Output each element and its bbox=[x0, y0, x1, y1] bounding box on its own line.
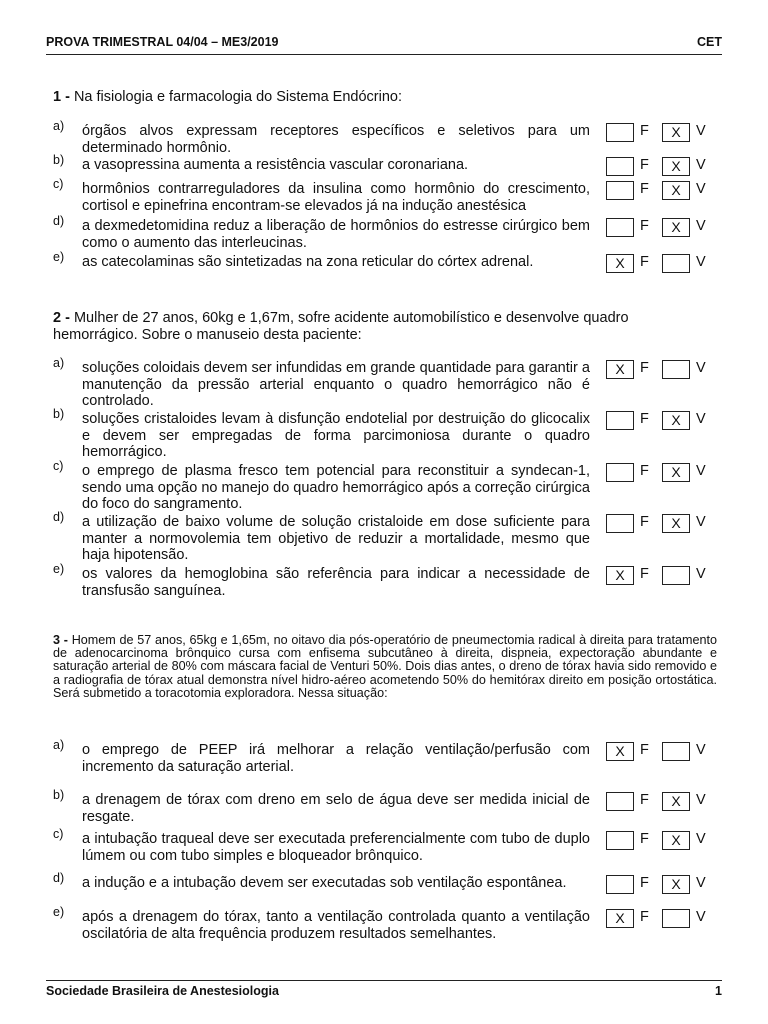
true-answer-box[interactable]: X bbox=[662, 463, 690, 482]
true-label: V bbox=[696, 792, 706, 808]
question-1-item-d bbox=[53, 214, 717, 251]
item-letter: a) bbox=[53, 119, 65, 133]
true-label: V bbox=[696, 218, 706, 234]
false-label: F bbox=[640, 157, 649, 173]
false-label: F bbox=[640, 514, 649, 530]
false-answer-box[interactable]: X bbox=[606, 909, 634, 928]
item-text: a utilização de baixo volume de solução cristaloide em dose suficiente para manter a normovolemia tem objetivo de reduzir a mortalidade, mesmo que haja hipotensão. bbox=[82, 514, 590, 563]
false-label: F bbox=[640, 218, 649, 234]
true-answer-box[interactable]: X bbox=[662, 411, 690, 430]
question-1-item-c bbox=[53, 177, 717, 214]
exam-title: PROVA TRIMESTRAL 04/04 – ME3/2019 bbox=[46, 35, 279, 49]
question-2-item-b bbox=[53, 407, 717, 460]
true-answer-box[interactable] bbox=[662, 254, 690, 273]
question-3-item-c bbox=[53, 827, 717, 864]
false-answer-box[interactable]: X bbox=[606, 360, 634, 379]
question-2-item-d bbox=[53, 510, 717, 563]
false-answer-box[interactable] bbox=[606, 875, 634, 894]
false-answer-box[interactable] bbox=[606, 463, 634, 482]
false-label: F bbox=[640, 566, 649, 582]
true-answer-box[interactable]: X bbox=[662, 875, 690, 894]
header-code: CET bbox=[697, 35, 722, 49]
question-text: Mulher de 27 anos, 60kg e 1,67m, sofre acidente automobilístico e desenvolve quadro hemorrágico. Sobre o manuseio desta paciente: bbox=[53, 310, 629, 343]
question-3-item-d bbox=[53, 871, 717, 895]
false-answer-box[interactable] bbox=[606, 831, 634, 850]
organization-name: Sociedade Brasileira de Anestesiologia bbox=[46, 984, 279, 998]
item-letter: c) bbox=[53, 177, 64, 191]
item-text: a indução e a intubação devem ser executadas sob ventilação espontânea. bbox=[82, 875, 567, 891]
item-text: as catecolaminas são sintetizadas na zona reticular do córtex adrenal. bbox=[82, 254, 534, 270]
true-label: V bbox=[696, 181, 706, 197]
item-letter: d) bbox=[53, 510, 65, 524]
true-answer-box[interactable]: X bbox=[662, 792, 690, 811]
question-3-item-e bbox=[53, 905, 717, 942]
false-answer-box[interactable] bbox=[606, 157, 634, 176]
item-letter: d) bbox=[53, 871, 65, 885]
item-text: a dexmedetomidina reduz a liberação de hormônios do estresse cirúrgico bem como o aumento das interleucinas. bbox=[82, 218, 590, 251]
false-label: F bbox=[640, 463, 649, 479]
item-letter: c) bbox=[53, 827, 64, 841]
true-answer-box[interactable]: X bbox=[662, 181, 690, 200]
true-answer-box[interactable] bbox=[662, 360, 690, 379]
item-text: o emprego de plasma fresco tem potencial para reconstituir a syndecan-1, sendo uma opção no manejo do quadro hemorrágico após a correção cirúrgica do foco do sangramento. bbox=[82, 463, 590, 512]
question-1-item-e bbox=[53, 250, 717, 274]
question-2-stem bbox=[53, 310, 698, 343]
question-text: Na fisiologia e farmacologia do Sistema Endócrino: bbox=[73, 89, 402, 105]
false-answer-box[interactable]: X bbox=[606, 742, 634, 761]
item-letter: a) bbox=[53, 356, 65, 370]
false-answer-box[interactable] bbox=[606, 218, 634, 237]
question-text: Homem de 57 anos, 65kg e 1,65m, no oitavo dia pós-operatório de pneumectomia radical à direita para tratamento de adenocarcinoma brônquico cursa com enfisema subcutâneo à direita, dispneia, expectoração abundante e saturação arterial de 80% com máscara facial de Venturi 50%. Dois dias antes, o dreno de tórax havia sido removido e a radiografia de tórax atual demonstra nível hidro-aéreo acometendo 50% do hemitórax direito em posição ortostática. Será submetido a toracotomia exploradora. Nessa situação: bbox=[53, 633, 717, 700]
question-2-item-e bbox=[53, 562, 717, 599]
true-answer-box[interactable]: X bbox=[662, 123, 690, 142]
question-1-item-b bbox=[53, 153, 717, 177]
question-1-item-a bbox=[53, 119, 717, 156]
false-label: F bbox=[640, 360, 649, 376]
false-label: F bbox=[640, 831, 649, 847]
false-label: F bbox=[640, 181, 649, 197]
item-letter: b) bbox=[53, 407, 65, 421]
false-answer-box[interactable] bbox=[606, 123, 634, 142]
question-2-item-c bbox=[53, 459, 717, 512]
true-label: V bbox=[696, 360, 706, 376]
false-answer-box[interactable]: X bbox=[606, 566, 634, 585]
true-label: V bbox=[696, 463, 706, 479]
item-letter: e) bbox=[53, 250, 65, 264]
false-label: F bbox=[640, 411, 649, 427]
true-label: V bbox=[696, 514, 706, 530]
false-answer-box[interactable] bbox=[606, 514, 634, 533]
false-answer-box[interactable] bbox=[606, 411, 634, 430]
true-answer-box[interactable] bbox=[662, 566, 690, 585]
false-label: F bbox=[640, 123, 649, 139]
true-label: V bbox=[696, 566, 706, 582]
false-label: F bbox=[640, 909, 649, 925]
item-text: hormônios contrarreguladores da insulina como hormônio do crescimento, cortisol e epinefrina encontram-se elevados já na indução anestésica bbox=[82, 181, 590, 214]
item-letter: b) bbox=[53, 153, 65, 167]
question-3-item-a bbox=[53, 738, 717, 775]
item-letter: a) bbox=[53, 738, 65, 752]
question-number: 2 - bbox=[53, 310, 70, 326]
true-answer-box[interactable]: X bbox=[662, 218, 690, 237]
true-label: V bbox=[696, 254, 706, 270]
true-answer-box[interactable] bbox=[662, 909, 690, 928]
question-3-item-b bbox=[53, 788, 717, 825]
item-letter: e) bbox=[53, 905, 65, 919]
false-label: F bbox=[640, 792, 649, 808]
item-text: a vasopressina aumenta a resistência vascular coronariana. bbox=[82, 157, 469, 173]
true-answer-box[interactable]: X bbox=[662, 514, 690, 533]
false-label: F bbox=[640, 742, 649, 758]
false-label: F bbox=[640, 875, 649, 891]
true-label: V bbox=[696, 875, 706, 891]
item-text: a drenagem de tórax com dreno em selo de água deve ser medida inicial de resgate. bbox=[82, 792, 590, 825]
item-text: órgãos alvos expressam receptores específicos e seletivos para um determinado hormônio. bbox=[82, 123, 590, 156]
true-label: V bbox=[696, 157, 706, 173]
item-letter: c) bbox=[53, 459, 64, 473]
item-text: soluções cristaloides levam à disfunção endotelial por destruição do glicocalix e devem ser empregadas de forma parcimoniosa durante o quadro hemorrágico. bbox=[82, 411, 590, 460]
false-answer-box[interactable] bbox=[606, 181, 634, 200]
item-letter: d) bbox=[53, 214, 65, 228]
item-text: após a drenagem do tórax, tanto a ventilação controlada quanto a ventilação oscilatória de alta frequência produzem resultados semelhantes. bbox=[82, 909, 590, 942]
true-label: V bbox=[696, 123, 706, 139]
item-text: o emprego de PEEP irá melhorar a relação ventilação/perfusão com incremento da saturação arterial. bbox=[82, 742, 590, 775]
question-3-stem bbox=[53, 634, 717, 700]
true-answer-box[interactable] bbox=[662, 742, 690, 761]
question-1-stem bbox=[53, 89, 698, 106]
false-answer-box[interactable] bbox=[606, 792, 634, 811]
item-text: soluções coloidais devem ser infundidas em grande quantidade para garantir a manutenção da pressão arterial enquanto o quadro hemorrágico não é controlado. bbox=[82, 360, 590, 409]
true-label: V bbox=[696, 831, 706, 847]
true-label: V bbox=[696, 411, 706, 427]
false-label: F bbox=[640, 254, 649, 270]
true-label: V bbox=[696, 742, 706, 758]
footer-rule bbox=[46, 980, 722, 981]
question-number: 3 - bbox=[53, 633, 68, 647]
header-rule bbox=[46, 54, 722, 55]
question-2-item-a bbox=[53, 356, 717, 409]
item-letter: b) bbox=[53, 788, 65, 802]
page-number: 1 bbox=[715, 984, 722, 998]
true-answer-box[interactable]: X bbox=[662, 831, 690, 850]
item-text: os valores da hemoglobina são referência para indicar a necessidade de transfusão sanguínea. bbox=[82, 566, 590, 599]
item-text: a intubação traqueal deve ser executada preferencialmente com tubo de duplo lúmem ou com tubo simples e bloqueador brônquico. bbox=[82, 831, 590, 864]
item-letter: e) bbox=[53, 562, 65, 576]
false-answer-box[interactable]: X bbox=[606, 254, 634, 273]
question-number: 1 - bbox=[53, 89, 70, 105]
true-label: V bbox=[696, 909, 706, 925]
true-answer-box[interactable]: X bbox=[662, 157, 690, 176]
